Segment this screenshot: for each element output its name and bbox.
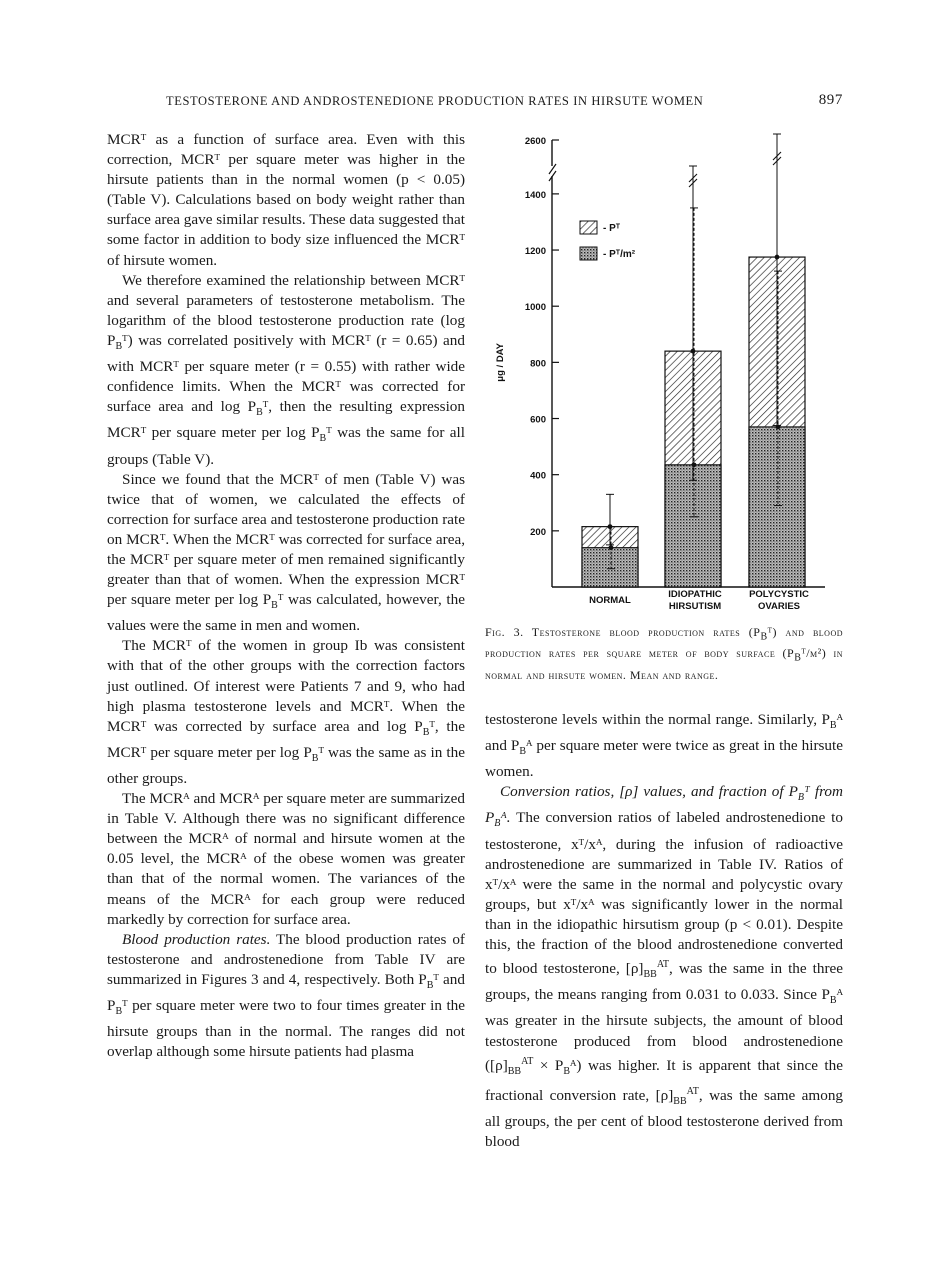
y-tick-label: 200 — [530, 526, 546, 538]
legend-label-1: - Pᵀ/m² — [603, 249, 636, 260]
figure-caption — [485, 624, 843, 684]
y-tick-label: 1400 — [524, 189, 546, 201]
section-heading: Conversion ratios, [ρ] values, and fraction of $P_Bᵀ$ from $P_Bᴬ$. — [485, 783, 843, 830]
legend-label-0: - Pᵀ — [603, 223, 621, 234]
bar-chart — [485, 126, 845, 612]
section-heading: Blood production rates. — [122, 930, 271, 948]
running-title: TESTOSTERONE AND ANDROSTENEDIONE PRODUCTION RATES IN HIRSUTE WOMEN — [166, 94, 704, 108]
mean-point-1-1 — [692, 462, 697, 467]
y-tick-label: 600 — [530, 414, 546, 426]
running-header — [108, 92, 843, 114]
paragraph-body: The blood production rates of testosterone and androstenedione from Table IV are summarized in Figures 3 and 4, respectively. Both $P_Bᵀ$ and $P_Bᵀ$ per square meter were two to four times greater in the hirsute groups than in the normal. The ranges did not overlap although some hirsute patients had plasma — [107, 930, 465, 1061]
paragraph-body: The conversion ratios of labeled androstenedione to testosterone, xᵀ/xᴬ, during the infusion of radioactive androstenedione are summarized in Table IV. Ratios of xᵀ/xᴬ were the same in the normal and polycystic ovary groups, but xᵀ/xᴬ was significantly lower in the normal than in the idiopathic hirsutism group (p < 0.01). Despite this, the fraction of the blood androstenedione converted to blood testosterone, $[\rho]_{BB}^{AT}$, was the same in the three groups, the means ranging from 0.031 to 0.033. Since $P_Bᴬ$ was greater in the hirsute subjects, the amount of blood testosterone produced from blood androstenedione ($[\rho]_{BB}^{AT}$ × $P_Bᴬ$) was higher. It is apparent that since the fractional conversion rate, $[\rho]_{BB}^{AT}$, was the same among all groups, the per cent of blood testosterone derived from blood — [485, 809, 844, 1151]
caption-label: Fig. 3. — [485, 625, 524, 639]
page-number: 897 — [818, 92, 843, 108]
figure-3 — [485, 126, 845, 612]
paragraph: testosterone levels within the normal range. Similarly, $P_Bᴬ$ and $P_Bᴬ$ per square meter were twice as great in the hirsute women. — [485, 711, 843, 781]
paragraph: Since we found that the MCRᵀ of men (Table V) was twice that of women, we calculated the effects of correction for surface area and testosterone production rate on MCRᵀ. When the MCRᵀ was corrected for surface area, the MCRᵀ per square meter of men remained significantly greater than that of women. When the expression MCRᵀ per square meter per $\log P_Bᵀ$ was calculated, however, the values were the same in men and women. — [107, 470, 465, 635]
legend-swatch-hatched — [580, 221, 597, 234]
x-tick-label-2: POLYCYSTIC OVARIES — [749, 589, 809, 612]
y-axis-label: μg / DAY — [495, 342, 506, 382]
legend-swatch-stippled — [580, 247, 597, 260]
mean-point-1-2 — [776, 425, 781, 430]
y-tick-label: 800 — [530, 358, 546, 370]
mean-point-1-0 — [609, 545, 614, 550]
caption-text: Testosterone blood production rates $(P_Bᵀ)$ and blood production rates per square meter of body surface $(P_Bᵀ/m^2)$ in normal and hirsute women. Mean and range. — [485, 625, 844, 682]
x-tick-label-1: IDIOPATHIC HIRSUTISM — [668, 589, 722, 612]
y-tick-label: 1000 — [524, 302, 546, 314]
mean-point-0-1 — [691, 349, 696, 354]
paragraph: We therefore examined the relationship between MCRᵀ and several parameters of testosterone metabolism. The logarithm of the blood testosterone production rate (log $P_Bᵀ$) was correlated positively with MCRᵀ (r = 0.65) and with MCRᵀ per square meter (r = 0.55) with rather wide confidence limits. When the MCRᵀ was corrected for surface area and $\log P_Bᵀ$, then the resulting expression MCRᵀ per square meter per $\log P_Bᵀ$ was the same for all groups (Table V). — [107, 271, 465, 468]
paragraph: MCRᵀ as a function of surface area. Even with this correction, MCRᵀ per square meter was higher in the hirsute patients than in the normal women (p < 0.05) (Table V). Calculations based on body weight rather than surface area gave similar results. These data suggested that some factor in addition to body size influenced the MCRᵀ of hirsute women. — [107, 131, 465, 269]
left-column — [107, 130, 465, 1062]
y-tick-label: 2600 — [524, 136, 546, 147]
bar-stippled-0 — [582, 548, 638, 587]
right-column — [485, 710, 843, 1152]
paragraph: The MCRᴬ and MCRᴬ per square meter are summarized in Table V. Although there was no significant difference between the MCRᴬ of normal and hirsute women at the 0.05 level, the MCRᴬ of the obese women was greater than that of the normal women. The variances of the means of the MCRᴬ for each group were reduced markedly by correction for surface area. — [107, 790, 465, 928]
paragraph: The MCRᵀ of the women in group Ib was consistent with that of the other groups with the correction factors just outlined. Of interest were Patients 7 and 9, who had high plasma testosterone levels and MCRᵀ. When the MCRᵀ was corrected by surface area and $\log P_Bᵀ$, the MCRᵀ per square meter per $\log P_Bᵀ$ was the same as in the other groups. — [107, 637, 465, 787]
y-tick-label: 400 — [530, 470, 546, 482]
bar-stippled-1 — [665, 465, 721, 587]
mean-point-0-2 — [775, 255, 780, 260]
bar-stippled-2 — [749, 427, 805, 587]
y-tick-label: 1200 — [524, 246, 546, 258]
paragraph — [107, 930, 465, 1063]
paragraph — [485, 782, 843, 1152]
x-tick-label-0: NORMAL — [589, 595, 631, 606]
